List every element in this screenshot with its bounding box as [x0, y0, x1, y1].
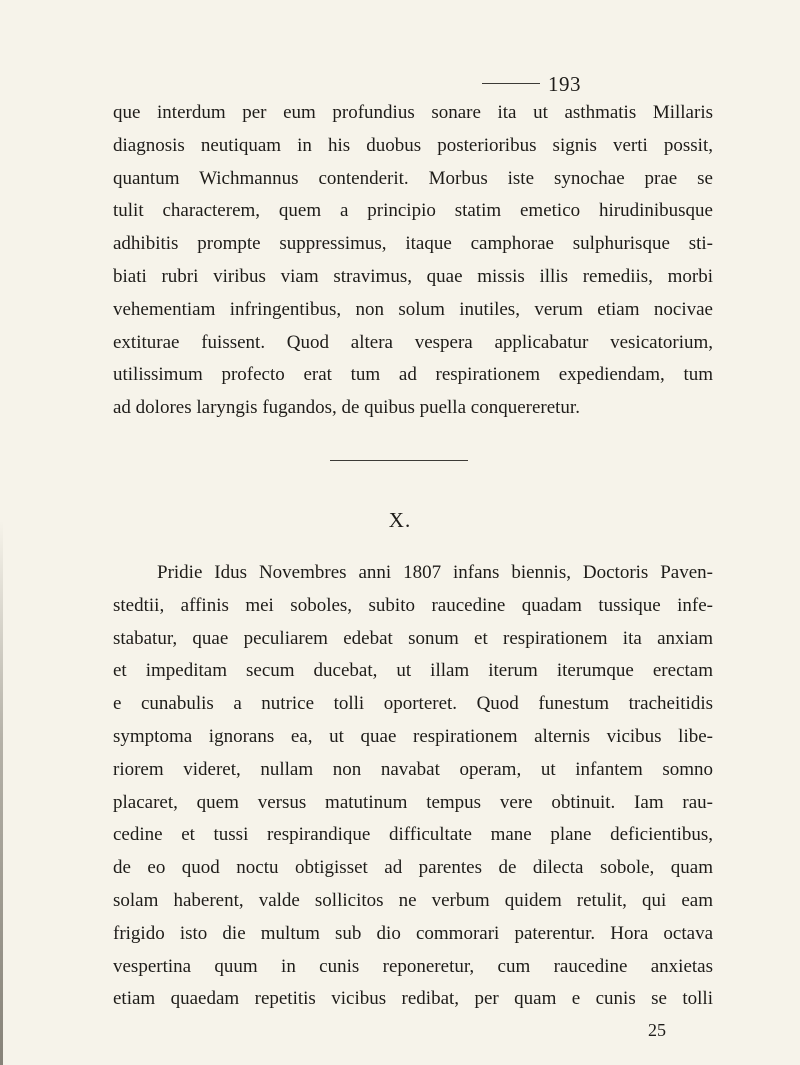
- paragraph-2: [113, 557, 713, 1016]
- binding-shadow: [0, 520, 3, 1065]
- page-number: 193: [548, 72, 581, 96]
- text-line: Pridie Idus Novembres anni 1807 infans biennis, Doctoris Paven-: [157, 562, 713, 583]
- text-line: et impeditam secum ducebat, ut illam iterum iterumque erectam: [113, 660, 713, 682]
- text-line: biati rubri viribus viam stravimus, quae missis illis remediis, morbi: [113, 265, 713, 287]
- text-line: symptoma ignorans ea, ut quae respirationem alternis vicibus libe-: [113, 725, 713, 747]
- text-line: riorem videret, nullam non navabat operam, ut infantem somno: [113, 758, 713, 780]
- text-line: que interdum per eum profundius sonare ita ut asthmatis Millaris: [113, 102, 713, 123]
- text-line: solam haberent, valde sollicitos ne verbum quidem retulit, qui eam: [113, 889, 713, 911]
- text-line: e cunabulis a nutrice tolli oporteret. Quod funestum tracheitidis: [113, 693, 713, 715]
- text-line: tulit characterem, quem a principio statim emetico hirudinibusque: [113, 200, 713, 222]
- text-line: placaret, quem versus matutinum tempus vere obtinuit. Iam rau-: [113, 791, 713, 813]
- text-line: de eo quod noctu obtigisset ad parentes de dilecta sobole, quam: [113, 857, 713, 879]
- text-line: diagnosis neutiquam in his duobus posterioribus signis verti possit,: [113, 134, 713, 156]
- text-line: vespertina quum in cunis reponeretur, cum raucedine anxietas: [113, 955, 713, 977]
- signature-mark: 25: [648, 1020, 666, 1040]
- text-line: adhibitis prompte suppressimus, itaque camphorae sulphurisque sti-: [113, 233, 713, 255]
- text-line: stabatur, quae peculiarem edebat sonum et respirationem ita anxiam: [113, 627, 713, 649]
- section-divider: [330, 460, 468, 461]
- text-line: quantum Wichmannus contenderit. Morbus iste synochae prae se: [113, 167, 713, 189]
- text-line: frigido isto die multum sub dio commorari paterentur. Hora octava: [113, 922, 713, 944]
- text-line: etiam quaedam repetitis vicibus redibat, per quam e cunis se tolli: [113, 988, 713, 1010]
- text-line: extiturae fuissent. Quod altera vespera applicabatur vesicatorium,: [113, 331, 713, 353]
- paragraph-1: [113, 97, 713, 425]
- text-line: utilissimum profecto erat tum ad respirationem expediendam, tum: [113, 364, 713, 386]
- header-rule: [482, 83, 540, 84]
- text-line: ad dolores laryngis fugandos, de quibus puella conquereretur.: [113, 397, 580, 419]
- text-line: cedine et tussi respirandique difficultate mane plane deficientibus,: [113, 824, 713, 846]
- section-heading: X.: [388, 508, 412, 532]
- text-line: stedtii, affinis mei soboles, subito raucedine quadam tussique infe-: [113, 594, 713, 616]
- text-line: vehementiam infringentibus, non solum inutiles, verum etiam nocivae: [113, 298, 713, 320]
